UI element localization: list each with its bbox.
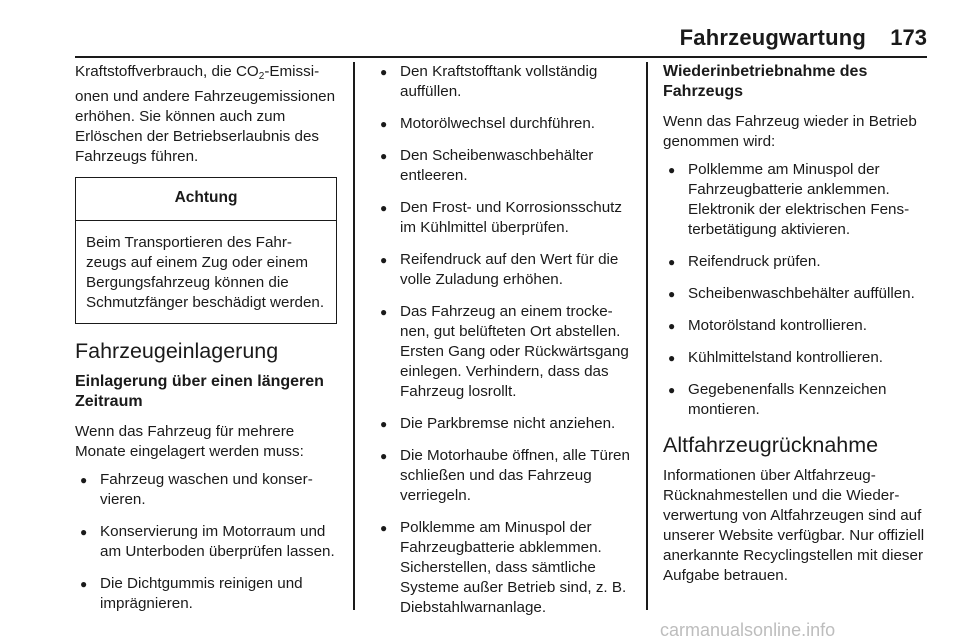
list-item: ● Motorölstand kontrollieren. [663, 316, 928, 336]
list-item: ● Den Kraftstofftank vollständig auffüllen. [375, 62, 637, 102]
list-item: ● Die Parkbremse nicht anziehen. [375, 414, 637, 434]
list-item: ● Reifendruck prüfen. [663, 252, 928, 272]
list-item: ● Reifendruck auf den Wert für die volle Zuladung erhöhen. [375, 250, 637, 290]
column-divider-1 [353, 62, 355, 610]
list-item: ● Konservierung im Motorraum und am Unterboden überprüfen lassen. [75, 522, 337, 562]
intro-paragraph: Kraftstoffverbrauch, die $CO_2$-Emissionen und andere Fahrzeugemissionen erhöhen. Sie können auch zum Erlöschen der Betriebserlaubnis des Fahrzeugs führen. [75, 63, 336, 165]
list-item: ● Die Dichtgummis reinigen und imprägnieren. [75, 574, 337, 614]
recommission-lead: Wenn das Fahrzeug wieder in Betrieb genommen wird: [663, 113, 917, 150]
subsection-title-recommission: Wiederinbetriebnahme des Fahrzeugs [663, 63, 868, 100]
header-rule [75, 56, 927, 58]
column-middle [375, 62, 637, 630]
storage-list [75, 470, 337, 614]
list-item: ● Scheibenwaschbehälter auffüllen. [663, 284, 928, 304]
list-item: ● Polklemme am Minuspol der Fahrzeugbatterie anklemmen. Elektronik der elektrischen Fensterbetätigung aktivieren. [663, 160, 928, 240]
column-right [663, 62, 928, 594]
storage-list-continued [375, 62, 637, 618]
recycling-paragraph: Informationen über Altfahrzeug-Rücknahmestellen und die Wiederverwertung von Altfahrzeugen sind auf unserer Website verfügbar. Nur offiziell anerkannte Recyclingstellen mit dieser Aufgabe betrauen. [663, 467, 925, 584]
list-item: ● Fahrzeug waschen und konservieren. [75, 470, 337, 510]
page-number: 173 [890, 25, 927, 50]
list-item: ● Den Frost- und Korrosionsschutz im Kühlmittel überprüfen. [375, 198, 637, 238]
chapter-title: Fahrzeugwartung [679, 25, 866, 50]
column-divider-2 [646, 62, 648, 610]
subsection-title-long-storage: Einlagerung über einen längeren Zeitraum [75, 373, 324, 410]
list-item: ● Das Fahrzeug an einem trockenen, gut belüfteten Ort abstellen. Ersten Gang oder Rückwärtsgang einlegen. Verhindern, dass das Fahrzeug losrollt. [375, 302, 637, 402]
list-item: ● Die Motorhaube öffnen, alle Türen schließen und das Fahrzeug verriegeln. [375, 446, 637, 506]
section-title-storage: Fahrzeugeinlagerung [75, 339, 279, 363]
page-header [0, 0, 960, 58]
warning-text: Beim Transportieren des Fahrzeugs auf einem Zug oder einem Bergungsfahrzeug können die Schmutzfänger beschädigt werden. [86, 234, 325, 311]
list-item: ● Polklemme am Minuspol der Fahrzeugbatterie abklemmen. Sicherstellen, dass sämtliche Systeme außer Betrieb sind, z. B. Diebstahlwarnanlage. [375, 518, 637, 618]
list-item: ● Den Scheibenwaschbehälter entleeren. [375, 146, 637, 186]
recommission-list [663, 160, 928, 420]
warning-box [75, 177, 337, 324]
list-item: ● Gegebenenfalls Kennzeichen montieren. [663, 380, 928, 420]
watermark: carmanualsonline.info [660, 620, 836, 640]
warning-title: Achtung [76, 178, 336, 221]
list-item: ● Kühlmittelstand kontrollieren. [663, 348, 928, 368]
storage-lead: Wenn das Fahrzeug für mehrere Monate eingelagert werden muss: [75, 423, 304, 460]
list-item: ● Motorölwechsel durchführen. [375, 114, 637, 134]
section-title-recycling: Altfahrzeugrücknahme [663, 433, 879, 457]
column-left [75, 62, 337, 626]
